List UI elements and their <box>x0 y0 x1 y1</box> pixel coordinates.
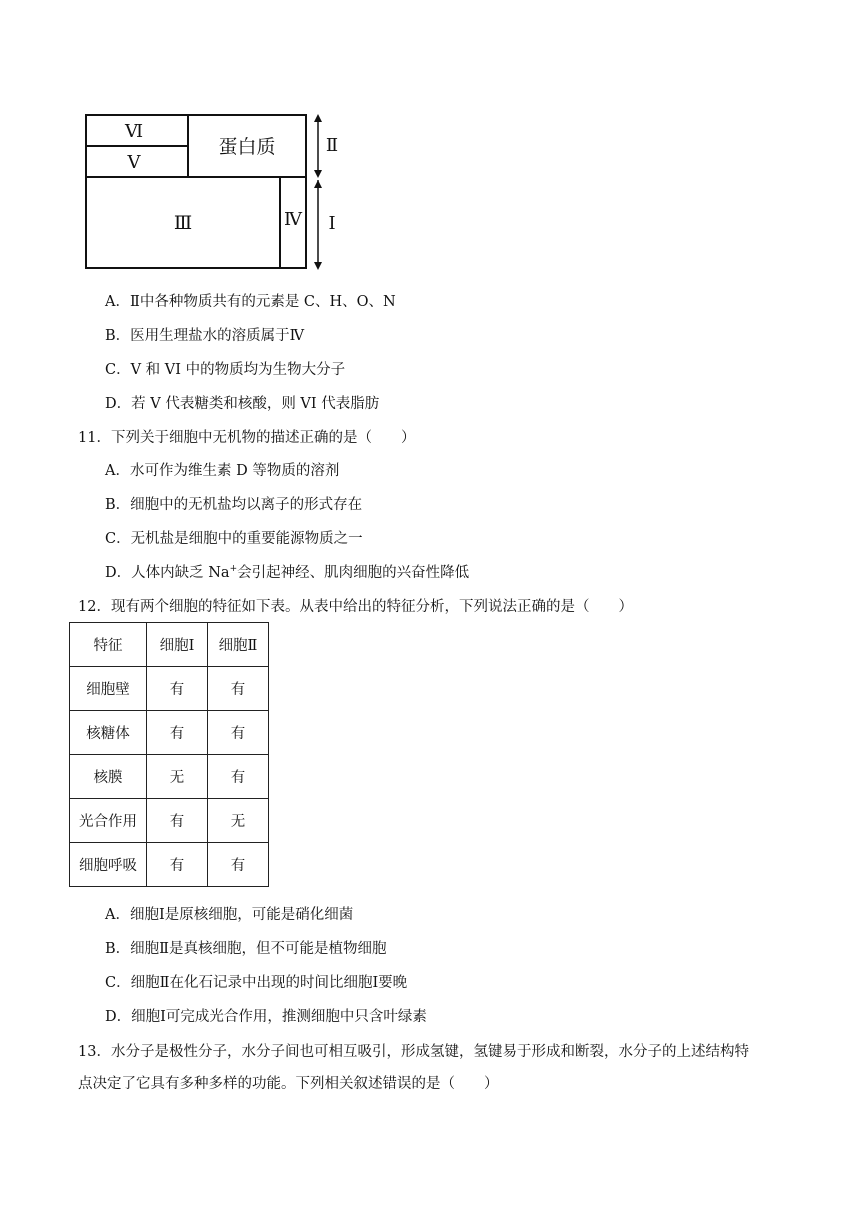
q11-option-d-pre: D．人体内缺乏 Na <box>105 565 230 581</box>
arrow-i-label: Ⅰ <box>328 213 336 234</box>
q11-stem: 11．下列关于细胞中无机物的描述正确的是（ ） <box>78 430 416 446</box>
q11-option-d-post: 会引起神经、肌肉细胞的兴奋性降低 <box>237 565 470 581</box>
table-cell: 有 <box>208 667 269 711</box>
table-cell: 无 <box>147 755 208 799</box>
box-v-label: Ⅴ <box>127 152 141 173</box>
q10-option-b: B．医用生理盐水的溶质属于Ⅳ <box>105 328 305 344</box>
table-cell: 有 <box>208 755 269 799</box>
box-protein-label: 蛋白质 <box>218 136 276 158</box>
q13-stem-line1: 13．水分子是极性分子，水分子间也可相互吸引，形成氢键，氢键易于形成和断裂，水分子的上述结构特 <box>78 1044 749 1060</box>
box-iv-label: Ⅳ <box>284 209 302 230</box>
q11-option-b: B．细胞中的无机盐均以离子的形式存在 <box>105 497 363 513</box>
q11-option-c: C．无机盐是细胞中的重要能源物质之一 <box>105 531 363 547</box>
q11-option-d <box>105 563 469 583</box>
box-vi-label: Ⅵ <box>124 121 144 142</box>
composition-diagram <box>82 112 362 274</box>
q10-option-d: D．若 V 代表糖类和核酸，则 VI 代表脂肪 <box>105 396 380 412</box>
table-cell: 有 <box>147 711 208 755</box>
q10-option-c: C．V 和 VI 中的物质均为生物大分子 <box>105 362 346 378</box>
table-header-row <box>70 623 269 667</box>
table-row <box>70 843 269 887</box>
box-iii-label: Ⅲ <box>173 212 193 234</box>
table-row <box>70 667 269 711</box>
table-cell: 有 <box>147 667 208 711</box>
arrow-ii-label: Ⅱ <box>325 135 339 156</box>
cell-feature-table <box>69 622 269 887</box>
q12-option-d: D．细胞Ⅰ可完成光合作用，推测细胞中只含叶绿素 <box>105 1009 427 1025</box>
table-header: 细胞Ⅱ <box>208 623 269 667</box>
table-row <box>70 799 269 843</box>
table-cell: 无 <box>208 799 269 843</box>
table-row <box>70 755 269 799</box>
table-cell: 核膜 <box>70 755 147 799</box>
table-cell: 有 <box>147 799 208 843</box>
table-row <box>70 711 269 755</box>
table-cell: 细胞呼吸 <box>70 843 147 887</box>
q12-option-a: A．细胞Ⅰ是原核细胞，可能是硝化细菌 <box>105 907 354 923</box>
table-cell: 有 <box>208 843 269 887</box>
q11-option-d-sup: + <box>229 564 238 574</box>
q13-stem-line2: 点决定了它具有多种多样的功能。下列相关叙述错误的是（ ） <box>78 1076 499 1092</box>
q10-option-a: A．Ⅱ中各种物质共有的元素是 C、H、O、N <box>105 294 396 310</box>
q12-option-c: C．细胞Ⅱ在化石记录中出现的时间比细胞Ⅰ要晚 <box>105 975 408 991</box>
q11-option-a: A．水可作为维生素 D 等物质的溶剂 <box>105 463 340 479</box>
table-cell: 核糖体 <box>70 711 147 755</box>
table-cell: 光合作用 <box>70 799 147 843</box>
table-cell: 有 <box>208 711 269 755</box>
table-header: 特征 <box>70 623 147 667</box>
table-cell: 有 <box>147 843 208 887</box>
table-cell: 细胞壁 <box>70 667 147 711</box>
q12-option-b: B．细胞Ⅱ是真核细胞，但不可能是植物细胞 <box>105 941 387 957</box>
q12-stem: 12．现有两个细胞的特征如下表。从表中给出的特征分析，下列说法正确的是（ ） <box>78 599 633 615</box>
table-header: 细胞Ⅰ <box>147 623 208 667</box>
